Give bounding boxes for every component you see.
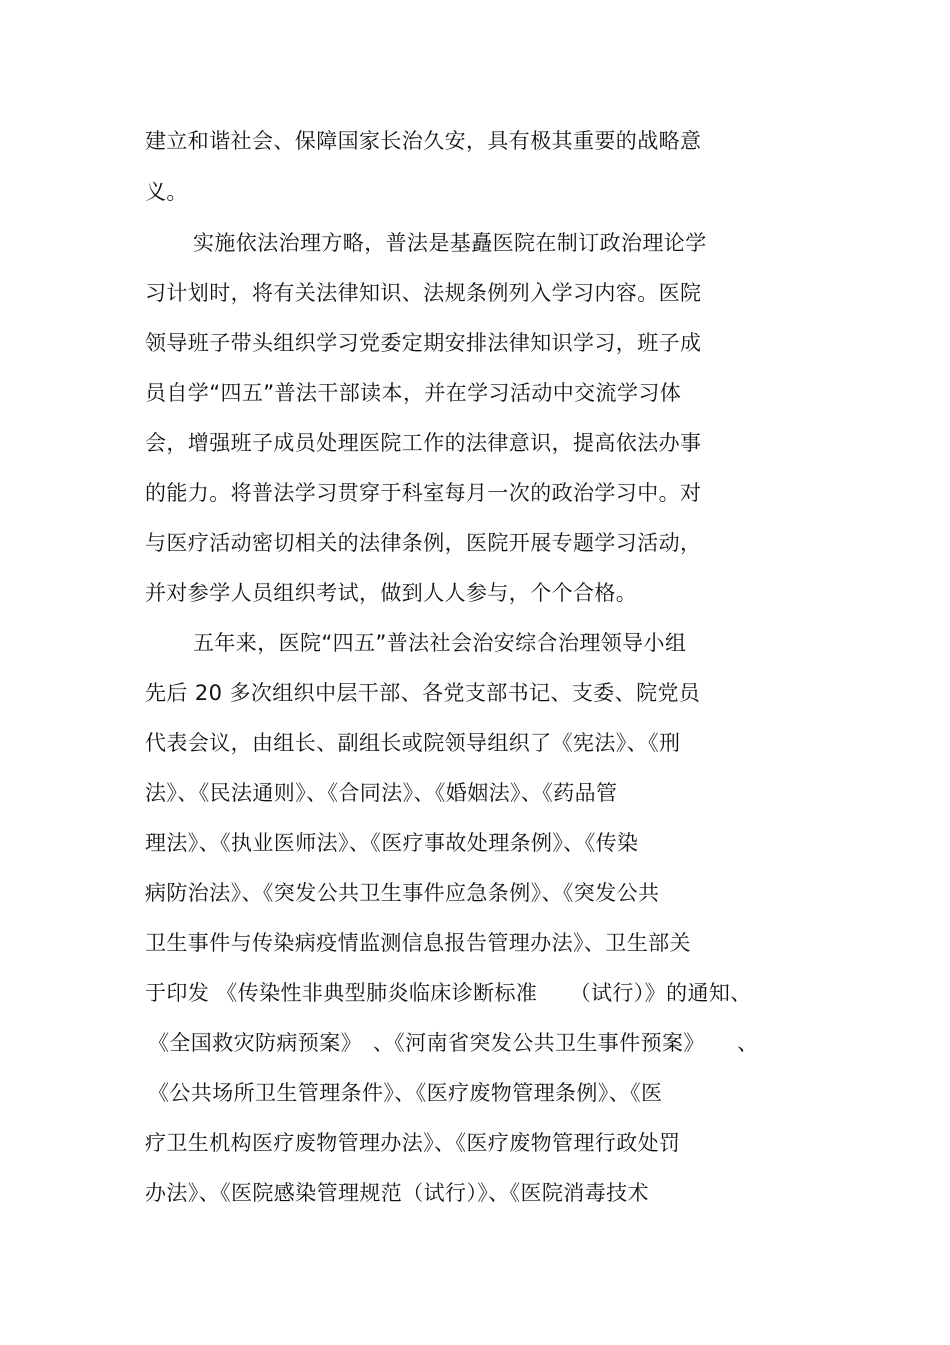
text-line: 员自学“四五”普法干部读本，并在学习活动中交流学习体 [145,381,682,405]
text-line: 理法》、《执业医师法》、《医疗事故处理条例》、《传染 [145,831,639,855]
text-line: 于印发 《传染性非典型肺炎临床诊断标准 （试行）》的通知、 [145,981,752,1005]
text-line: 疗卫生机构医疗废物管理办法》、《医疗废物管理行政处罚 [145,1131,681,1155]
paragraph-first-line: 实施依法治理方略，普法是基矗医院在制订政治理论学 [193,231,707,255]
text-line: 法》、《民法通则》、《合同法》、《婚姻法》、《药品管 [145,781,618,805]
text-line: 习计划时，将有关法律知识、法规条例列入学习内容。医院 [145,281,702,305]
text-line: 并对参学人员组织考试，做到人人参与，个个合格。 [145,581,638,605]
text-line: 病防治法》、《突发公共卫生事件应急条例》、《突发公共 [145,881,660,905]
text-line: 先后 20 多次组织中层干部、各党支部书记、支委、院党员 [145,681,701,705]
text-line: 代表会议，由组长、副组长或院领导组织了《宪法》、《刑 [145,731,681,755]
text-line: 会，增强班子成员处理医院工作的法律意识，提高依法办事 [145,431,702,455]
text-line: 领导班子带头组织学习党委定期安排法律知识学习，班子成 [145,331,702,355]
text-line: 《公共场所卫生管理条件》、《医疗废物管理条例》、《医 [148,1081,663,1105]
text-line: 的能力。将普法学习贯穿于科室每月一次的政治学习中。对 [145,481,702,505]
text-line: 义。 [145,180,188,204]
paragraph-first-line: 五年来，医院“四五”普法社会治安综合治理领导小组 [193,631,687,655]
text-line: 卫生事件与传染病疫情监测信息报告管理办法》、卫生部关 [145,931,691,955]
text-line: 《全国救灾防病预案》 、《河南省突发公共卫生事件预案》 、 [148,1031,759,1055]
text-line: 建立和谐社会、保障国家长治久安，具有极其重要的战略意 [145,129,702,153]
text-line: 办法》、《医院感染管理规范（试行）》、《医院消毒技术 [145,1181,649,1205]
text-line: 与医疗活动密切相关的法律条例，医院开展专题学习活动， [145,531,702,555]
